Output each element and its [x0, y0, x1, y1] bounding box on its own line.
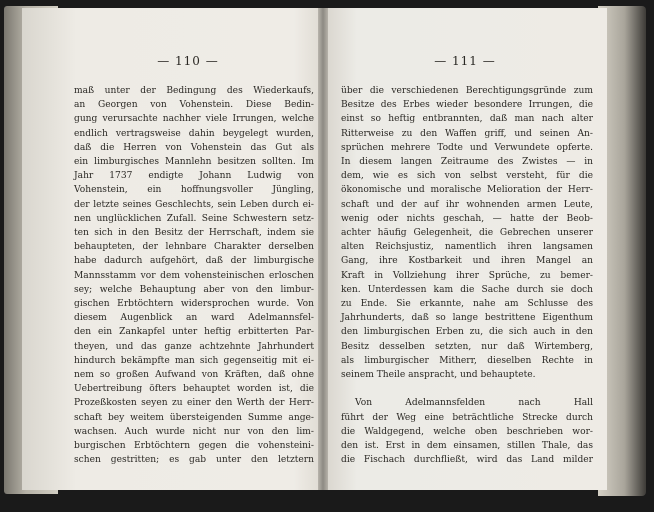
text-line: Besitze des Erbes wieder besondere Irrungen, die: [341, 100, 593, 111]
text-line: diesem Augenblick an ward Adelmannsfel-: [74, 313, 314, 324]
book-gutter: [318, 8, 328, 490]
text-line: wachsen. Auch wurde nicht nur von den lim-: [74, 426, 314, 437]
text-line: wenig oder nichts geschah, — hatte der Beob-: [341, 213, 593, 224]
text-line: nen unglücklichen Zufall. Seine Schwestern setz-: [74, 213, 314, 224]
text-line: schen gestritten; es gab unter den letztern: [74, 455, 314, 466]
text-line: ken. Unterdessen kam die Sache durch sie doch: [341, 284, 593, 295]
text-line: über die verschiedenen Berechtigungsgründe zum: [341, 86, 593, 96]
text-line: In diesem langen Zeitraume des Zwistes — in: [341, 157, 593, 168]
right-page: [323, 8, 607, 490]
text-line: gung verursachte nachher viele Irrungen, welche: [74, 114, 314, 125]
text-line: behaupteten, der lehnbare Charakter derselben: [74, 242, 314, 253]
text-line: achter häufig Gelegenheit, die Gebrechen unserer: [341, 228, 593, 239]
text-line: Mannsstamm vor dem vohensteinischen erloschen: [74, 270, 314, 281]
text-line: maß unter der Bedingung des Wiederkaufs,: [74, 86, 314, 96]
text-line: hindurch bekämpfte man sich gegenseitig mit ei-: [74, 355, 314, 366]
text-line: alten Reichsjustiz, namentlich ihren langsamen: [341, 242, 593, 253]
paragraph-gap: [341, 382, 593, 396]
text-line: Jahr 1737 endigte Johann Ludwig von: [74, 171, 314, 182]
text-line: die Fischach durchfließt, wird das Land milder: [341, 455, 593, 466]
text-line: führt der Weg eine beträchtliche Strecke durch: [341, 412, 593, 423]
text-line: theyen, und das ganze achtzehnte Jahrhundert: [74, 341, 314, 352]
text-line: nem so großen Aufwand von Kräften, daß ohne: [74, 370, 314, 381]
text-line: die Waldgegend, welche oben beschrieben wor-: [341, 426, 593, 437]
text-line: an Georgen von Vohenstein. Diese Bedin-: [74, 100, 314, 111]
text-line: den limburgischen Erben zu, die sich auch in den: [341, 327, 593, 338]
text-line: gischen Erbtöchtern widersprochen wurde. Von: [74, 299, 314, 310]
text-line: endlich vertragsweise dahin beygelegt wurden,: [74, 128, 314, 139]
text-line: ökonomische und moralische Melioration der Herr-: [341, 185, 593, 196]
text-line: den ein Zankapfel unter heftig erbitterten Par-: [74, 327, 314, 338]
text-line: habe dadurch aufgehört, daß der limburgische: [74, 256, 314, 267]
text-line: der letzte seines Geschlechts, sein Leben durch ei-: [74, 199, 314, 210]
text-line: schaft und der auf ihr wohnenden armen Leute,: [341, 199, 593, 210]
left-page: [22, 8, 324, 490]
text-line: seinem Theile anspracht, und behauptete.: [341, 370, 536, 381]
text-line: ein limburgisches Mannlehn besitzen sollten. Im: [74, 157, 314, 168]
text-line: Kraft in Vollziehung ihrer Sprüche, zu bemer-: [341, 270, 593, 281]
text-line: als limburgischer Mitherr, dieselben Rechte in: [341, 355, 593, 366]
text-line: zu Ende. Sie erkannte, nahe am Schlusse des: [341, 299, 593, 310]
left-page-text: [74, 84, 314, 467]
text-line: Ritterweise zu den Waffen griff, und seinen An-: [341, 128, 593, 139]
text-line: dem, wie es sich von selbst versteht, für die: [341, 171, 593, 182]
text-line: Uebertreibung öfters behauptet worden ist, die: [74, 384, 314, 395]
text-line: Jahrhunderts, daß so lange bestrittene Eigenthum: [341, 313, 593, 324]
text-line: Gang, ihre Kostbarkeit und ihren Mangel an: [341, 256, 593, 267]
page-number-right: — 111 —: [434, 54, 496, 68]
text-line: Prozeßkosten seyen zu einer den Werth der Herr-: [74, 398, 314, 409]
text-line: sey; welche Behauptung aber von den limbur-: [74, 284, 314, 295]
text-line: schaft bey weitem übersteigenden Summe ange-: [74, 412, 314, 423]
text-line: Vohenstein, ein hoffnungsvoller Jüngling,: [74, 185, 314, 196]
text-line: daß die Herren von Vohenstein das Gut als: [74, 142, 314, 153]
text-line: den ist. Erst in dem einsamen, stillen Thale, das: [341, 441, 593, 452]
page-number-left: — 110 —: [157, 54, 219, 68]
text-line: ten sich in den Besitz der Herrschaft, indem sie: [74, 228, 314, 239]
text-line: Von Adelmannsfelden nach Hall: [355, 398, 593, 409]
text-line: Besitz desselben setzten, nur daß Wirtemberg,: [341, 341, 593, 352]
text-line: einst so heftig entbrannten, daß man nach alter: [341, 114, 593, 125]
text-line: sprüchen mehrere Todte und Verwundete opferte.: [341, 142, 593, 153]
text-line: burgischen Erbtöchtern gegen die vohensteini-: [74, 441, 314, 452]
right-page-text: [341, 84, 593, 467]
